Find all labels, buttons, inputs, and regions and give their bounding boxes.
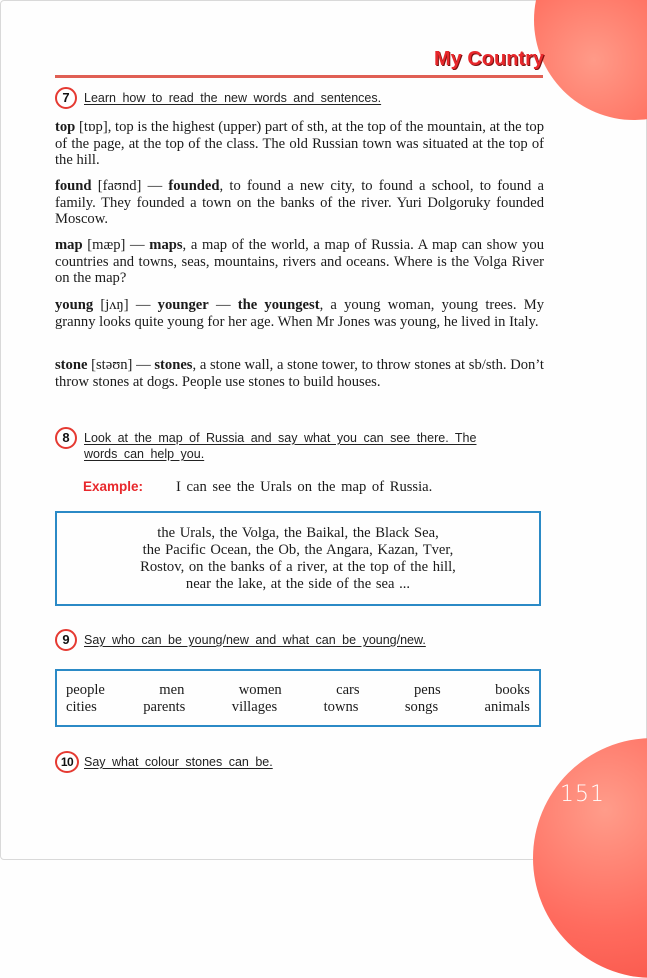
exercise-10-instruction: Say what colour stones can be. xyxy=(84,755,273,769)
word-form: younger xyxy=(157,297,209,313)
word-box-places xyxy=(55,511,541,606)
vocab-entry-top xyxy=(55,119,544,169)
transcription: [mæp] xyxy=(87,237,126,253)
entry-text: , to found a new city, to found a school, to found a family. They founded a town on the banks of the river. Yuri Dolgoruky founded Moscow. xyxy=(55,178,544,228)
headword: map xyxy=(55,237,83,253)
word-form: stones xyxy=(154,357,193,373)
exercise-9-number: 9 xyxy=(55,629,77,651)
word-box-nouns xyxy=(55,669,541,727)
word-item: people xyxy=(66,682,105,698)
word-box-line: the Urals, the Volga, the Baikal, the Black Sea, xyxy=(157,525,439,541)
form-separator: — xyxy=(141,178,169,194)
word-item: towns xyxy=(323,699,359,715)
word-item: pens xyxy=(413,682,441,698)
exercise-8-number: 8 xyxy=(55,427,77,449)
headword: found xyxy=(55,178,92,194)
vocab-entry-map xyxy=(55,237,544,287)
word-form: the youngest xyxy=(237,297,320,313)
word-box-line: near the lake, at the side of the sea ... xyxy=(185,576,411,592)
form-separator: — xyxy=(132,357,155,373)
transcription: [tɒp] xyxy=(79,119,108,135)
word-box-line: Rostov, on the banks of a river, at the top of the hill, xyxy=(140,559,456,575)
transcription: [stəʊn] xyxy=(91,357,133,373)
form-separator: — xyxy=(125,237,150,253)
word-form: founded xyxy=(168,178,220,194)
exercise-10-number: 10 xyxy=(55,751,79,773)
headword: top xyxy=(55,119,76,135)
headword: young xyxy=(55,297,94,313)
word-item: villages xyxy=(231,699,278,715)
word-item: animals xyxy=(484,699,530,715)
form-separator: — xyxy=(128,297,158,313)
word-row-1 xyxy=(66,682,530,699)
entry-text: , a young woman, young trees. My granny looks quite young for her age. When Mr Jones was young, he lived in Italy. xyxy=(55,297,544,330)
word-item: women xyxy=(238,682,282,698)
exercise-7-number: 7 xyxy=(55,87,77,109)
exercise-8-instruction-line2: words can help you. xyxy=(84,447,205,461)
word-item: cities xyxy=(66,699,97,715)
exercise-7-instruction: Learn how to read the new words and sentences. xyxy=(84,91,382,105)
vocab-entry-young xyxy=(55,297,544,330)
exercise-8-instruction-line1: Look at the map of Russia and say what you can see there. The xyxy=(84,431,477,445)
entry-text: , top is the highest (upper) part of sth, at the top of the mountain, at the top of the page, at the top of the class. The old Russian town was situated at the top of the hill. xyxy=(55,119,544,169)
page-title: My Country xyxy=(434,48,544,70)
entry-text: , a map of the world, a map of Russia. A map can show you countries and towns, seas, mountains, rivers and oceans. Where is the Volga River on the map? xyxy=(55,237,545,287)
example-label: Example: xyxy=(83,479,144,494)
word-box-line: the Pacific Ocean, the Ob, the Angara, Kazan, Tver, xyxy=(142,542,454,558)
page-number: 151 xyxy=(560,782,605,807)
example-sentence: I can see the Urals on the map of Russia. xyxy=(176,479,433,495)
entry-text: , a stone wall, a stone tower, to throw stones at sb/sth. Don’t throw stones at dogs. People use stones to build houses. xyxy=(55,357,544,390)
word-item: cars xyxy=(336,682,360,698)
vocab-entry-found xyxy=(55,178,544,228)
form-separator: — xyxy=(208,297,238,313)
headword: stone xyxy=(55,357,88,373)
word-form: maps xyxy=(149,237,183,253)
vocab-entry-stone xyxy=(55,357,544,390)
exercise-9-instruction: Say who can be young/new and what can be young/new. xyxy=(84,633,426,647)
title-rule xyxy=(55,75,543,78)
word-item: parents xyxy=(143,699,186,715)
transcription: [faʊnd] xyxy=(97,178,142,194)
word-item: books xyxy=(495,682,530,698)
word-item: songs xyxy=(404,699,439,715)
word-item: men xyxy=(159,682,185,698)
transcription: [jʌŋ] xyxy=(100,297,129,313)
word-row-2 xyxy=(66,699,530,716)
